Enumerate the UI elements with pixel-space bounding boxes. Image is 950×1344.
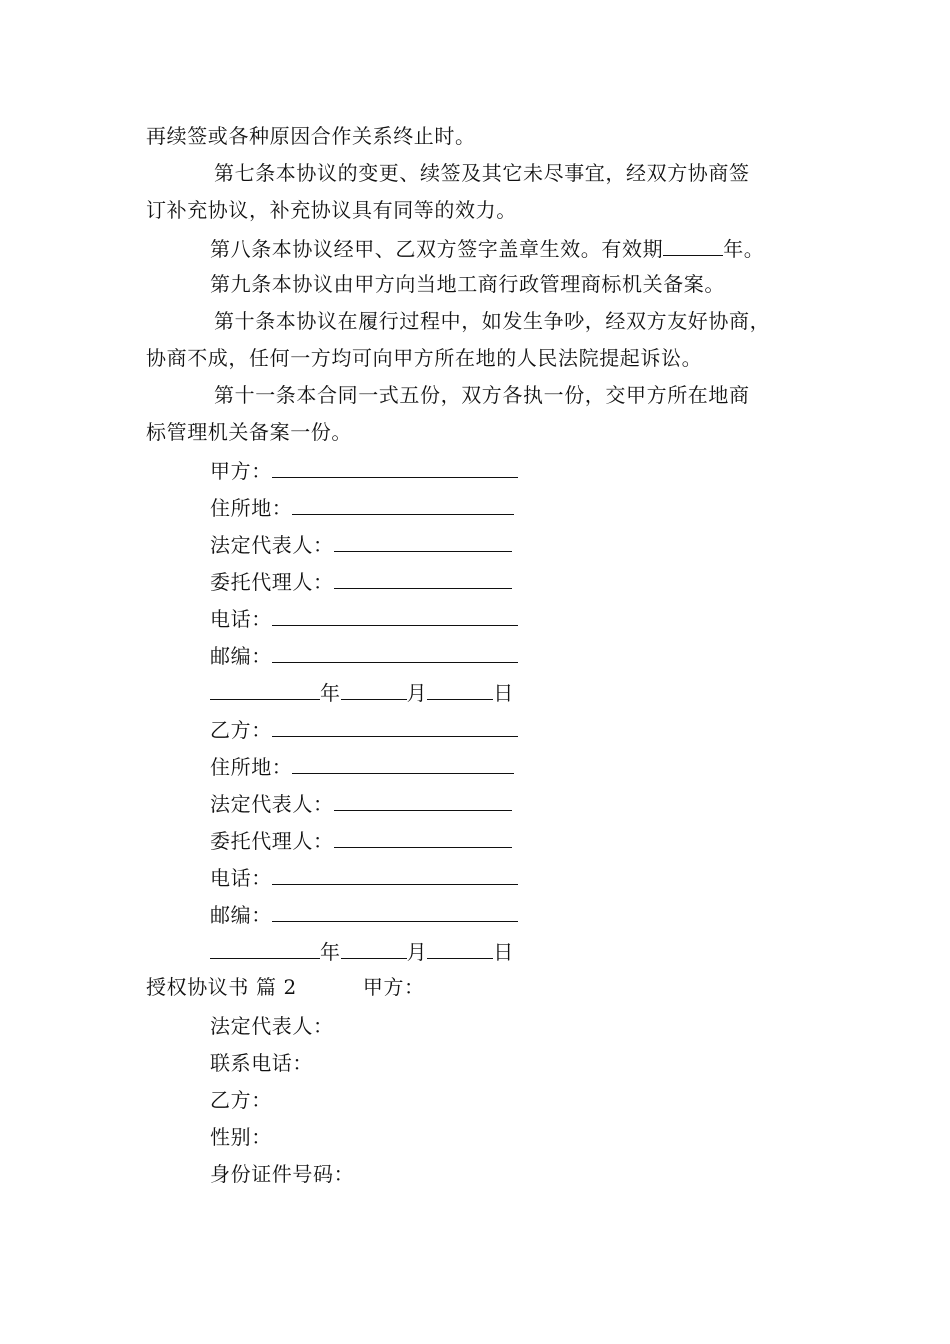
party-b-legal-rep-row — [210, 790, 512, 816]
party-a-address-row — [210, 494, 514, 520]
party-a-month-blank[interactable] — [341, 679, 407, 700]
party-a-name-blank[interactable] — [272, 457, 518, 478]
paragraph-line: 再续签或各种原因合作关系终止时。 — [146, 124, 476, 148]
party-b-agent-blank[interactable] — [334, 827, 512, 848]
party-b-day-blank[interactable] — [427, 938, 493, 959]
party-a-name-row — [210, 457, 518, 483]
party-a-postcode-blank[interactable] — [272, 642, 518, 663]
part-2-gender-label: 性别： — [210, 1125, 272, 1149]
party-a-phone-row — [210, 605, 518, 631]
party-b-legal-rep-blank[interactable] — [334, 790, 512, 811]
party-b-date-row — [210, 938, 514, 964]
party-b-year-blank[interactable] — [210, 938, 320, 959]
article-8-text: 第八条本协议经甲、乙双方签字盖章生效。有效期 — [210, 237, 664, 261]
party-a-agent-blank[interactable] — [334, 568, 512, 589]
party-b-agent-row — [210, 827, 512, 853]
article-11-line-1: 第十一条本合同一式五份，双方各执一份，交甲方所在地商 — [214, 383, 750, 407]
article-10-line-1: 第十条本协议在履行过程中，如发生争吵，经双方友好协商， — [214, 309, 771, 333]
part-2-heading-row — [146, 975, 425, 999]
part-2-title: 授权协议书 篇 2 — [146, 975, 297, 999]
party-a-year-label: 年 — [320, 681, 341, 705]
party-a-legal-rep-label: 法定代表人： — [210, 533, 334, 557]
article-7-line-1: 第七条本协议的变更、续签及其它未尽事宜，经双方协商签 — [214, 161, 750, 185]
party-a-day-label: 日 — [493, 681, 514, 705]
part-2-party-b-label: 乙方： — [210, 1088, 272, 1112]
party-b-legal-rep-label: 法定代表人： — [210, 792, 334, 816]
party-b-postcode-row — [210, 901, 518, 927]
party-b-day-label: 日 — [493, 940, 514, 964]
party-a-legal-rep-row — [210, 531, 512, 557]
part-2-contact-phone-label: 联系电话： — [210, 1051, 313, 1075]
party-a-agent-label: 委托代理人： — [210, 570, 334, 594]
party-a-legal-rep-blank[interactable] — [334, 531, 512, 552]
party-a-phone-label: 电话： — [210, 607, 272, 631]
party-b-phone-row — [210, 864, 518, 890]
validity-years-blank[interactable] — [663, 235, 723, 256]
party-a-postcode-label: 邮编： — [210, 644, 272, 668]
party-b-month-label: 月 — [406, 940, 428, 964]
party-b-month-blank[interactable] — [341, 938, 407, 959]
party-b-name-row — [210, 716, 518, 742]
article-11-line-2: 标管理机关备案一份。 — [146, 420, 352, 444]
article-8-line — [210, 235, 764, 261]
part-2-legal-rep-label: 法定代表人： — [210, 1014, 334, 1038]
party-b-phone-blank[interactable] — [272, 864, 518, 885]
article-8-suffix: 年。 — [723, 237, 765, 261]
party-a-phone-blank[interactable] — [272, 605, 518, 626]
party-b-year-label: 年 — [320, 940, 341, 964]
party-a-address-blank[interactable] — [292, 494, 514, 515]
party-a-postcode-row — [210, 642, 518, 668]
party-b-phone-label: 电话： — [210, 866, 272, 890]
article-9-line: 第九条本协议由甲方向当地工商行政管理商标机关备案。 — [210, 272, 725, 296]
party-b-postcode-label: 邮编： — [210, 903, 272, 927]
article-7-line-2: 订补充协议，补充协议具有同等的效力。 — [146, 198, 517, 222]
part-2-party-a-label: 甲方： — [362, 975, 425, 999]
party-b-postcode-blank[interactable] — [272, 901, 518, 922]
party-b-name-blank[interactable] — [272, 716, 518, 737]
party-b-address-row — [210, 753, 514, 779]
party-a-agent-row — [210, 568, 512, 594]
party-a-name-label: 甲方： — [210, 459, 272, 483]
party-a-day-blank[interactable] — [427, 679, 493, 700]
party-b-address-blank[interactable] — [292, 753, 514, 774]
party-b-address-label: 住所地： — [210, 755, 293, 779]
part-2-id-number-label: 身份证件号码： — [210, 1162, 355, 1186]
party-a-date-row — [210, 679, 514, 705]
party-b-name-label: 乙方： — [210, 718, 272, 742]
party-a-year-blank[interactable] — [210, 679, 320, 700]
party-a-month-label: 月 — [406, 681, 428, 705]
article-10-line-2: 协商不成，任何一方均可向甲方所在地的人民法院提起诉讼。 — [146, 346, 703, 370]
party-a-address-label: 住所地： — [210, 496, 293, 520]
party-b-agent-label: 委托代理人： — [210, 829, 334, 853]
